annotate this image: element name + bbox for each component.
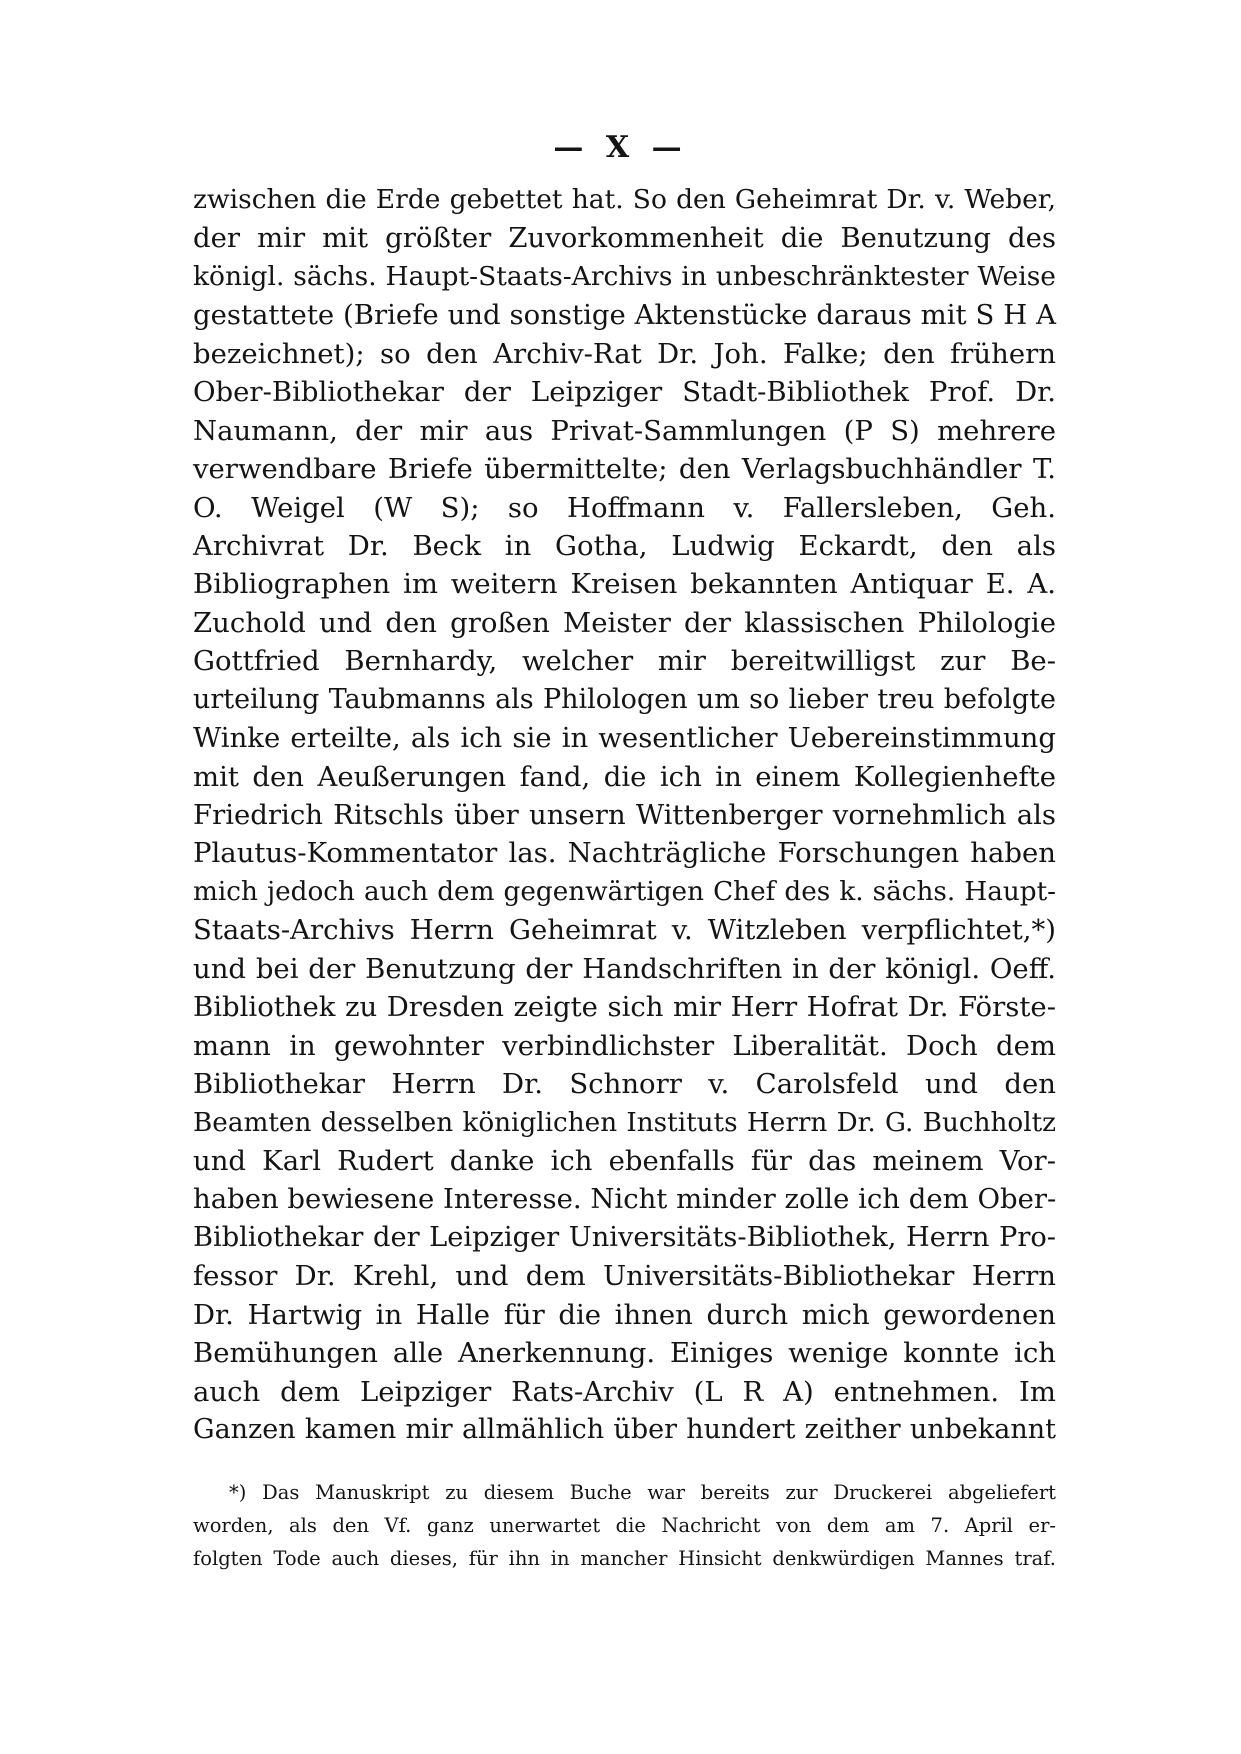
footnote-line: folgten Tode auch dieses, für ihn in mancher Hinsicht denkwürdigen Mannes traf.: [193, 1547, 1056, 1570]
page-number: — X —: [553, 130, 688, 165]
text-line: Zuchold und den großen Meister der klassischen Philologie: [193, 606, 1056, 639]
text-line: Bibliothekar Herrn Dr. Schnorr v. Carolsfeld und den: [193, 1068, 1056, 1101]
text-line: Winke erteilte, als ich sie in wesentlicher Uebereinstimmung: [193, 722, 1056, 755]
text-line: der mir mit größter Zuvorkommenheit die Benutzung des: [193, 222, 1056, 255]
text-line: Archivrat Dr. Beck in Gotha, Ludwig Eckardt, den als: [193, 529, 1056, 562]
text-line: und bei der Benutzung der Handschriften in der königl. Oeff.: [193, 952, 1056, 985]
text-line: fessor Dr. Krehl, und dem Universitäts-Bibliothekar Herrn: [193, 1260, 1056, 1293]
text-line: königl. sächs. Haupt-Staats-Archivs in unbeschränktester Weise: [193, 260, 1056, 292]
text-line: auch dem Leipziger Rats-Archiv (L R A) entnehmen. Im: [193, 1375, 1056, 1408]
text-line: Bibliographen im weitern Kreisen bekannten Antiquar E. A.: [193, 568, 1056, 601]
text-line: mit den Aeußerungen fand, die ich in einem Kollegienhefte: [193, 760, 1056, 793]
text-line: Dr. Hartwig in Halle für die ihnen durch mich gewordenen: [193, 1298, 1056, 1331]
body-text: [193, 181, 1056, 1449]
text-line: Plautus-Kommentator las. Nachträgliche Forschungen haben: [193, 837, 1056, 870]
text-line: Gottfried Bernhardy, welcher mir bereitwilligst zur Be-: [193, 645, 1056, 678]
text-line: Beamten desselben königlichen Instituts Herrn Dr. G. Buchholtz: [193, 1107, 1056, 1138]
text-line: Bemühungen alle Anerkennung. Einiges wenige konnte ich: [193, 1337, 1056, 1370]
text-line: Bibliothekar der Leipziger Universitäts-Bibliothek, Herrn Pro-: [193, 1221, 1056, 1253]
footnote-line: *) Das Manuskript zu diesem Buche war bereits zur Druckerei abgeliefert: [229, 1481, 1056, 1504]
text-line: verwendbare Briefe übermittelte; den Verlagsbuchhändler T.: [193, 453, 1056, 486]
text-line: gestattete (Briefe und sonstige Aktenstücke daraus mit S H A: [193, 299, 1056, 332]
text-line: Ganzen kamen mir allmählich über hundert zeither unbekannt: [193, 1414, 1056, 1445]
footnote: [193, 1476, 1056, 1575]
text-line: O. Weigel (W S); so Hoffmann v. Fallersleben, Geh.: [193, 491, 1056, 524]
text-line: Bibliothek zu Dresden zeigte sich mir Herr Hofrat Dr. Förste-: [193, 991, 1056, 1024]
footnote-line: worden, als den Vf. ganz unerwartet die Nachricht von dem am 7. April er-: [193, 1514, 1056, 1537]
text-line: mann in gewohnter verbindlichster Liberalität. Doch dem: [193, 1029, 1056, 1062]
text-line: Staats-Archivs Herrn Geheimrat v. Witzleben verpflichtet,*): [193, 914, 1056, 947]
text-line: bezeichnet); so den Archiv-Rat Dr. Joh. Falke; den frühern: [193, 337, 1056, 370]
text-line: Ober-Bibliothekar der Leipziger Stadt-Bibliothek Prof. Dr.: [193, 376, 1056, 409]
text-line: haben bewiesene Interesse. Nicht minder zolle ich dem Ober-: [193, 1183, 1057, 1216]
text-line: und Karl Rudert danke ich ebenfalls für das meinem Vor-: [193, 1144, 1056, 1177]
text-line: zwischen die Erde gebettet hat. So den Geheimrat Dr. v. Weber,: [193, 184, 1056, 215]
text-line: Friedrich Ritschls über unsern Wittenberger vornehmlich als: [193, 799, 1056, 831]
text-line: mich jedoch auch dem gegenwärtigen Chef des k. sächs. Haupt-: [193, 876, 1056, 907]
text-line: urteilung Taubmanns als Philologen um so lieber treu befolgte: [193, 683, 1056, 715]
text-line: Naumann, der mir aus Privat-Sammlungen (P S) mehrere: [193, 414, 1056, 447]
